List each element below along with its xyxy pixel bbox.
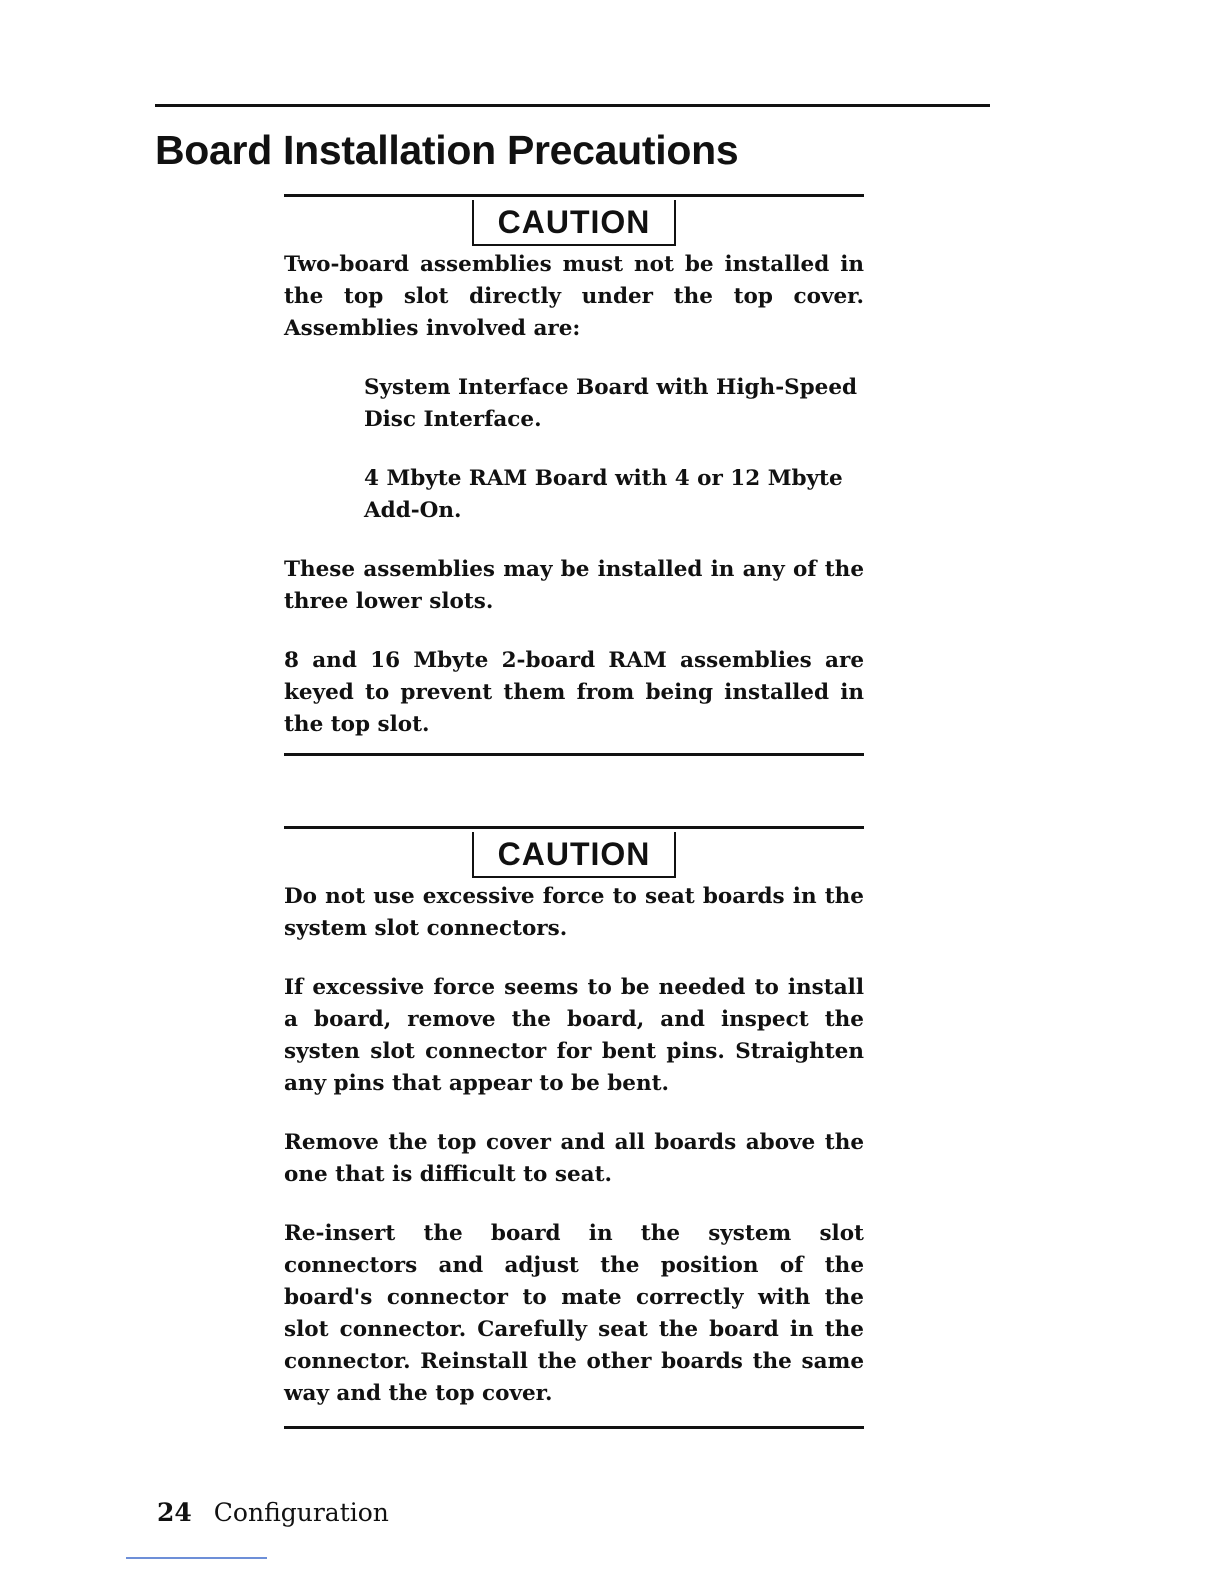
assembly-item: 4 Mbyte RAM Board with 4 or 12 Mbyte Add-On. <box>364 466 843 523</box>
assembly-item: System Interface Board with High-Speed Disc Interface. <box>364 375 858 432</box>
caution-label: CAUTION <box>472 832 677 878</box>
caution-paragraph: Two-board assemblies must not be installed in the top slot directly under the top cover. Assemblies involved are: <box>284 252 864 341</box>
scan-mark <box>126 1557 267 1559</box>
caution-label: CAUTION <box>472 200 677 246</box>
caution-box <box>284 194 864 756</box>
caution-paragraph: Do not use excessive force to seat boards in the system slot connectors. <box>284 884 864 941</box>
caution-bottom-rule <box>284 753 864 756</box>
caution-paragraph: These assemblies may be installed in any of the three lower slots. <box>284 557 864 614</box>
section-name: Configuration <box>213 1498 389 1527</box>
top-rule <box>155 104 990 107</box>
caution-bottom-rule <box>284 1426 864 1429</box>
page-footer <box>157 1496 389 1530</box>
page-number: 24 <box>157 1498 192 1527</box>
caution-paragraph: 8 and 16 Mbyte 2-board RAM assemblies are keyed to prevent them from being installed in the top slot. <box>284 648 864 737</box>
caution-paragraph: If excessive force seems to be needed to install a board, remove the board, and inspect the systen slot connector for bent pins. Straighten any pins that appear to be bent. <box>284 975 864 1096</box>
page-title: Board Installation Precautions <box>155 127 739 173</box>
caution-paragraph: Re-insert the board in the system slot connectors and adjust the position of the board's connector to mate correctly with the slot connector. Carefully seat the board in the connector. Reinstall the other boards the same way and the top cover. <box>284 1221 864 1406</box>
caution-paragraph: Remove the top cover and all boards above the one that is difficult to seat. <box>284 1130 864 1187</box>
caution-box <box>284 826 864 1429</box>
